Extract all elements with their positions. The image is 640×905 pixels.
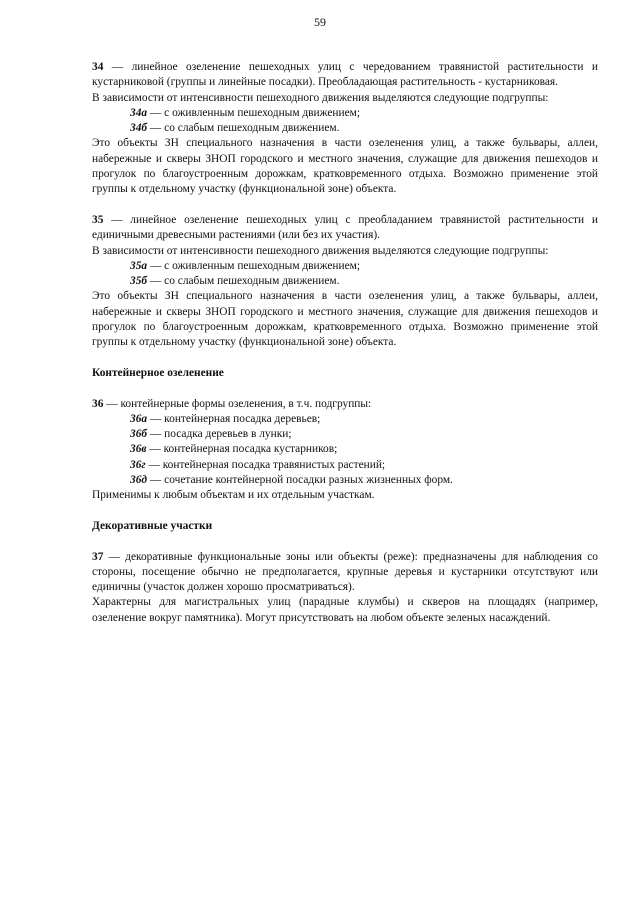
subgroup-code: 36в — [130, 443, 147, 456]
subgroup-code: 36а — [130, 412, 148, 425]
subgroup-text: — контейнерная посадка деревьев; — [147, 412, 321, 425]
subgroup-line — [130, 442, 598, 457]
item-number: 34 — [92, 61, 104, 73]
subgroup-code: 36г — [130, 458, 146, 471]
item-number: 37 — [92, 550, 104, 563]
subgroup-code: 34а — [130, 106, 148, 119]
item-text: — контейнерные формы озеленения, в т.ч. подгруппы: — [103, 397, 372, 410]
subgroup-text: — с оживленным пешеходным движением; — [147, 259, 361, 272]
subgroup-line — [130, 473, 598, 488]
section-heading-container: Контейнерное озеленение — [92, 366, 224, 379]
section-heading-decorative: Декоративные участки — [92, 519, 213, 532]
item-number: 36 — [92, 397, 104, 410]
item-description: Характерны для магистральных улиц (парадные клумбы) и скверов на площадях (например, озеленение вокруг памятника). Могут присутствовать на любом объекте зеленых насаждений. — [92, 596, 598, 624]
item-35-paragraph — [92, 213, 598, 244]
subgroups-intro: В зависимости от интенсивности пешеходного движения выделяются следующие подгруппы: — [92, 244, 549, 257]
item-number: 35 — [92, 213, 104, 226]
subgroup-code: 36д — [130, 474, 148, 487]
item-34-paragraph — [92, 60, 598, 91]
item-description: Это объекты ЗН специального назначения в части озеленения улиц, а также бульвары, аллеи, набережные и скверы ЗНОП городского и местного значения, служащие для движения пешеходов и прогулок по благоустроенным дорожкам, кратковременного отдыха. Возможно применение этой группы к отдельному участку (функциональной зоне) объекта. — [92, 137, 598, 196]
subgroup-code: 34б — [130, 122, 148, 135]
subgroup-line — [130, 121, 598, 136]
subgroup-text: — контейнерная посадка травянистых растений; — [145, 458, 386, 471]
subgroup-line — [130, 106, 598, 121]
subgroup-text: — посадка деревьев в лунки; — [147, 428, 292, 441]
page-number: 59 — [314, 15, 326, 29]
item-text: — линейное озеленение пешеходных улиц с преобладанием травянистой растительности и единичными древесными растениями (или без их участия). — [92, 213, 598, 242]
subgroup-code: 35а — [130, 259, 148, 272]
subgroup-text: — с оживленным пешеходным движением; — [147, 106, 361, 119]
item-36-paragraph — [92, 397, 598, 412]
subgroup-line — [130, 274, 598, 289]
subgroup-text: — сочетание контейнерной посадки разных жизненных форм. — [147, 474, 453, 487]
subgroup-text: — со слабым пешеходным движением. — [147, 275, 340, 288]
subgroups-intro: В зависимости от интенсивности пешеходного движения выделяются следующие подгруппы: — [92, 91, 549, 104]
item-description: Это объекты ЗН специального назначения в части озеленения улиц, а также бульвары, аллеи, набережные и скверы ЗНОП городского и местного значения, служащие для движения пешеходов и прогулок по благоустроенным дорожкам, кратковременного отдыха. Возможно применение этой группы к отдельному участку (функциональной зоне) объекта. — [92, 290, 598, 349]
subgroup-text: — контейнерная посадка кустарников; — [146, 443, 338, 456]
applicability-note: Применимы к любым объектам и их отдельным участкам. — [92, 489, 375, 502]
subgroup-code: 36б — [130, 428, 148, 441]
item-37-paragraph — [92, 550, 598, 596]
subgroup-line — [130, 458, 598, 473]
subgroup-line — [130, 427, 598, 442]
item-text: — линейное озеленение пешеходных улиц с чередованием травянистой растительности и кустарниковой (группы и линейные посадки). Преобладающая растительность - кустарниковая. — [92, 61, 598, 89]
item-text: — декоративные функциональные зоны или объекты (реже): предназначены для наблюдения со стороны, посещение обычно не предполагается, крупные деревья и кустарники отсутствуют или единичны (участок должен хорошо просматриваться). — [92, 550, 598, 594]
subgroup-text: — со слабым пешеходным движением. — [147, 122, 340, 135]
page-content — [92, 60, 598, 626]
subgroup-line — [130, 259, 598, 274]
subgroup-line — [130, 412, 598, 427]
subgroup-code: 35б — [130, 275, 148, 288]
